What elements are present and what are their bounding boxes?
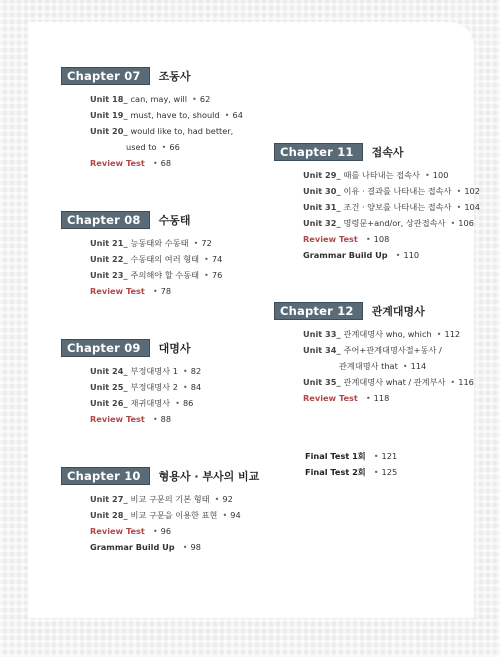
bullet-separator: • [373,451,379,461]
chapter-block [61,468,259,555]
toc-entry[interactable] [90,363,201,379]
entry-text: 재귀대명사 [130,398,171,408]
bullet-separator: • [193,238,199,248]
page-number: 66 [169,142,180,152]
bullet-separator: • [175,398,180,408]
page-number: 121 [381,451,398,461]
bullet-separator: • [424,170,430,180]
final-tests [305,448,397,480]
page-number: 114 [410,361,427,371]
chapter-badge[interactable]: Chapter 07 [61,67,150,85]
bullet-separator: • [365,393,371,403]
entry-label: Review Test [90,158,145,168]
entry-text: 주어+관계대명사절+동사 / [343,345,442,355]
entry-label: Unit 21_ [90,238,128,248]
entry-text: 관계대명사 that [339,361,398,371]
entry-label: Unit 31_ [303,202,341,212]
toc-entry[interactable] [90,267,222,283]
toc-entry[interactable] [90,539,259,555]
page-number: 62 [199,94,211,104]
entry-label: Grammar Build Up [90,542,175,552]
page-number: 78 [160,286,172,296]
bullet-separator: • [456,186,462,196]
page-number: 68 [160,158,172,168]
entry-text: 관계대명사 what / 관계부사 [343,377,446,387]
entry-text: 부정대명사 1 [130,366,178,376]
page-number: 86 [182,398,194,408]
toc-entry[interactable] [303,167,480,183]
bullet-separator: • [161,142,167,152]
chapter-heading [61,468,259,484]
entry-label: Review Test [90,414,145,424]
entry-label: Unit 23_ [90,270,128,280]
chapter-block [61,340,201,427]
toc-entry[interactable] [90,507,259,523]
page-number: 76 [211,270,223,280]
entry-label: Grammar Build Up [303,250,388,260]
bullet-separator: • [373,467,379,477]
page-number: 102 [464,186,480,196]
toc-entry[interactable] [90,283,222,299]
chapter-heading [274,144,480,160]
toc-entry[interactable] [90,251,222,267]
bullet-separator: • [450,377,456,387]
entry-label: Unit 35_ [303,377,341,387]
entry-label: Unit 18_ [90,94,128,104]
toc-entry[interactable] [303,326,474,342]
page-number: 94 [230,510,241,520]
entry-label: Unit 32_ [303,218,341,228]
entry-text: 부정대명사 2 [130,382,178,392]
toc-entry[interactable] [303,231,480,247]
chapter-block [61,68,243,171]
chapter-badge[interactable]: Chapter 10 [61,467,150,485]
final-test-entry[interactable] [305,464,397,480]
page-number: 64 [232,110,243,120]
entry-label: Unit 34_ [303,345,341,355]
toc-entry[interactable] [90,379,201,395]
page-number: 110 [403,250,420,260]
entry-label: Unit 28_ [90,510,128,520]
entry-label: Unit 25_ [90,382,128,392]
entry-label: Unit 27_ [90,494,128,504]
bullet-separator: • [152,414,158,424]
page-number: 112 [444,329,461,339]
chapter-title: 관계대명사 [371,305,425,318]
chapter-badge[interactable]: Chapter 11 [274,143,363,161]
chapter-heading [274,303,474,319]
toc-entry[interactable] [303,183,480,199]
entry-label: Unit 19_ [90,110,128,120]
toc-entry[interactable] [90,523,259,539]
page-number: 116 [458,377,474,387]
toc-page [28,22,480,618]
toc-entry[interactable] [303,358,474,374]
chapter-entries [90,235,222,299]
chapter-heading [61,212,222,228]
entry-label: Review Test [303,393,358,403]
page-number: 92 [222,494,233,504]
entry-text: 능동태와 수동태 [130,238,189,248]
bullet-separator: • [224,110,230,120]
entry-label: Unit 29_ [303,170,341,180]
page-number: 106 [458,218,474,228]
entry-text: used to [126,142,157,152]
entry-label: Review Test [90,286,145,296]
page-number: 96 [160,526,172,536]
bullet-separator: • [182,366,188,376]
bullet-separator: • [222,510,228,520]
entry-label: Review Test [303,234,358,244]
chapter-badge[interactable]: Chapter 12 [274,302,363,320]
bullet-separator: • [152,158,158,168]
entry-text: 주의해야 할 수동태 [130,270,200,280]
entry-label: Unit 26_ [90,398,128,408]
bullet-separator: • [182,382,188,392]
bullet-separator: • [436,329,442,339]
page-number: 74 [211,254,223,264]
toc-entry[interactable] [90,107,243,123]
entry-text: 이유 · 결과를 나타내는 접속사 [343,186,452,196]
chapter-badge[interactable]: Chapter 08 [61,211,150,229]
chapter-entries [90,491,259,555]
toc-entry[interactable] [90,411,201,427]
toc-entry[interactable] [303,342,474,358]
page-number: 104 [464,202,480,212]
chapter-heading [61,340,201,356]
entry-text: 때를 나타내는 접속사 [343,170,420,180]
chapter-title: 조동사 [158,70,191,83]
page-number: 82 [190,366,202,376]
chapter-title: 접속사 [371,146,404,159]
bullet-separator: • [456,202,462,212]
page-number: 84 [190,382,202,392]
toc-entry[interactable] [90,91,243,107]
page-number: 118 [373,393,390,403]
chapter-badge[interactable]: Chapter 09 [61,339,150,357]
toc-entry[interactable] [303,390,474,406]
toc-entry[interactable] [90,123,243,139]
entry-text: 비교 구문을 이용한 표현 [130,510,218,520]
chapter-block [274,303,474,406]
toc-entry[interactable] [90,155,243,171]
chapter-entries [303,167,480,263]
toc-entry[interactable] [90,235,222,251]
bullet-separator: • [204,254,209,264]
page-number: 72 [201,238,212,248]
entry-text: 명령문+and/or, 상관접속사 [343,218,446,228]
entry-label: Unit 33_ [303,329,341,339]
entry-label: Unit 22_ [90,254,128,264]
chapter-block [61,212,222,299]
entry-text: 조건 · 양보를 나타내는 접속사 [343,202,452,212]
bullet-separator: • [402,361,408,371]
entry-label: Review Test [90,526,145,536]
entry-label: Unit 20_ [90,126,128,136]
chapter-heading [61,68,243,84]
final-test-label: Final Test 1회 [305,451,366,461]
bullet-separator: • [182,542,188,552]
bullet-separator: • [214,494,220,504]
entry-text: 비교 구문의 기본 형태 [130,494,210,504]
chapter-entries [90,91,243,171]
final-test-label: Final Test 2회 [305,467,366,477]
entry-text: can, may, will [130,94,188,104]
entry-label: Unit 30_ [303,186,341,196]
toc-entry[interactable] [303,374,474,390]
page-number: 100 [432,170,449,180]
page-number: 98 [190,542,201,552]
chapter-title: 형용사 · 부사의 비교 [158,470,260,483]
entry-text: must, have to, should [130,110,220,120]
chapter-title: 수동태 [158,214,191,227]
toc-entry[interactable] [90,139,243,155]
bullet-separator: • [152,526,158,536]
chapter-title: 대명사 [158,342,191,355]
bullet-separator: • [395,250,401,260]
chapter-block [274,144,480,263]
bullet-separator: • [152,286,158,296]
entry-text: 관계대명사 who, which [343,329,432,339]
bullet-separator: • [204,270,209,280]
entry-label: Unit 24_ [90,366,128,376]
page-number: 108 [373,234,390,244]
toc-entry[interactable] [90,395,201,411]
bullet-separator: • [365,234,371,244]
chapter-entries [90,363,201,427]
toc-entry[interactable] [303,199,480,215]
page-number: 88 [160,414,172,424]
toc-entry[interactable] [90,491,259,507]
final-test-entry[interactable] [305,448,397,464]
entry-text: 수동태의 여러 형태 [130,254,200,264]
bullet-separator: • [450,218,456,228]
entry-text: would like to, had better, [130,126,234,136]
toc-entry[interactable] [303,247,480,263]
toc-entry[interactable] [303,215,480,231]
bullet-separator: • [192,94,197,104]
page-number: 125 [381,467,398,477]
chapter-entries [303,326,474,406]
